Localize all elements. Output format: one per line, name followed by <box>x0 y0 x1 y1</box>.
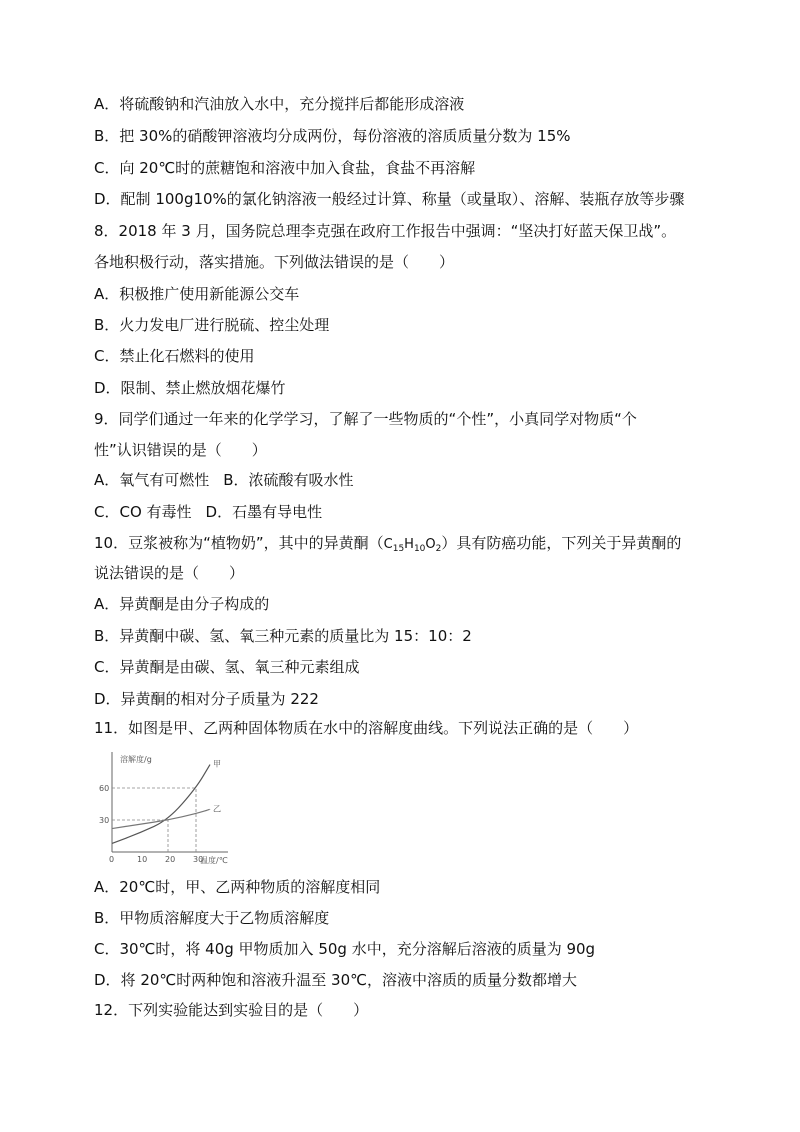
x-axis-title: 温度/℃ <box>200 856 228 865</box>
x-tick-label: 10 <box>137 855 148 864</box>
q9-option-b: B．浓硫酸有吸水性 <box>223 471 354 489</box>
y-axis-title: 溶解度/g <box>120 755 152 764</box>
formula-o: O <box>425 537 436 552</box>
q10-stem-line2: 说法错误的是（ ） <box>94 564 245 582</box>
q10-option-c: C．异黄酮是由碳、氢、氧三种元素组成 <box>94 658 360 676</box>
y-tick-label: 60 <box>99 784 110 793</box>
q8-stem-line2: 各地积极行动，落实措施。下列做法错误的是（ ） <box>94 253 455 271</box>
q9-options-cd <box>94 502 322 522</box>
x-tick-label: 30 <box>193 855 204 864</box>
formula-h: H <box>404 537 414 552</box>
x-tick-label: 20 <box>165 855 176 864</box>
q7-option-b: B．把 30%的硝酸钾溶液均分成两份，每份溶液的溶质质量分数为 15% <box>94 127 571 145</box>
q11-option-c: C．30℃时，将 40g 甲物质加入 50g 水中，充分溶解后溶液的质量为 90g <box>94 940 596 958</box>
q8-option-d: D．限制、禁止燃放烟花爆竹 <box>94 379 286 397</box>
q9-options-ab <box>94 470 354 490</box>
q12-stem: 12．下列实验能达到实验目的是（ ） <box>94 1001 369 1019</box>
q9-option-d: D．石墨有导电性 <box>205 503 323 521</box>
q10-option-b: B．异黄酮中碳、氢、氧三种元素的质量比为 15：10：2 <box>94 627 472 645</box>
x-tick-label: 0 <box>109 855 115 864</box>
formula-c: C <box>383 537 393 552</box>
solubility-chart <box>94 748 244 866</box>
q11-stem: 11．如图是甲、乙两种固体物质在水中的溶解度曲线。下列说法正确的是（ ） <box>94 719 639 737</box>
series-curve-2 <box>112 809 210 828</box>
q8-option-b: B．火力发电厂进行脱硫、控尘处理 <box>94 316 330 334</box>
y-tick-label: 30 <box>99 816 110 825</box>
q10-option-a: A．异黄酮是由分子构成的 <box>94 595 270 613</box>
q11-option-d: D．将 20℃时两种饱和溶液升温至 30℃，溶液中溶质的质量分数都增大 <box>94 971 577 989</box>
q7-option-d: D．配制 100g10%的氯化钠溶液一般经过计算、称量（或量取）、溶解、装瓶存放等步骤 <box>94 190 685 208</box>
q7-option-a: A．将硫酸钠和汽油放入水中，充分搅拌后都能形成溶液 <box>94 95 465 113</box>
chart-guide-lines <box>112 788 196 852</box>
q8-option-c: C．禁止化石燃料的使用 <box>94 347 255 365</box>
q9-stem-line1: 9．同学们通过一年来的化学学习，了解了一些物质的“个性”，小真同学对物质“个 <box>94 410 637 428</box>
q8-stem-line1: 8．2018 年 3 月，国务院总理李克强在政府工作报告中强调：“坚决打好蓝天保卫战”。 <box>94 222 677 240</box>
series-curve-1 <box>112 765 210 844</box>
formula-c-sub: 15 <box>392 544 405 554</box>
q11-option-a: A．20℃时，甲、乙两种物质的溶解度相同 <box>94 878 381 896</box>
q10-stem-pre: 10．豆浆被称为“植物奶”，其中的异黄酮（ <box>94 534 384 552</box>
series-label-2: 乙 <box>213 804 221 814</box>
series-label-1: 甲 <box>213 759 221 769</box>
q9-stem-line2: 性”认识错误的是（ ） <box>94 441 267 459</box>
q10-option-d: D．异黄酮的相对分子质量为 222 <box>94 690 319 708</box>
q10-stem-post: ）具有防癌功能，下列关于异黄酮的 <box>441 534 682 552</box>
q8-option-a: A．积极推广使用新能源公交车 <box>94 285 300 303</box>
q7-option-c: C．向 20℃时的蔗糖饱和溶液中加入食盐，食盐不再溶解 <box>94 159 476 177</box>
q9-option-c: C．CO 有毒性 <box>94 503 192 521</box>
q10-formula <box>384 537 442 552</box>
chart-curves <box>112 765 210 844</box>
q10-stem-line1 <box>94 533 681 555</box>
formula-h-sub: 10 <box>413 544 426 554</box>
formula-o-sub: 2 <box>435 544 442 554</box>
q11-option-b: B．甲物质溶解度大于乙物质溶解度 <box>94 909 330 927</box>
q9-option-a: A．氧气有可燃性 <box>94 471 210 489</box>
